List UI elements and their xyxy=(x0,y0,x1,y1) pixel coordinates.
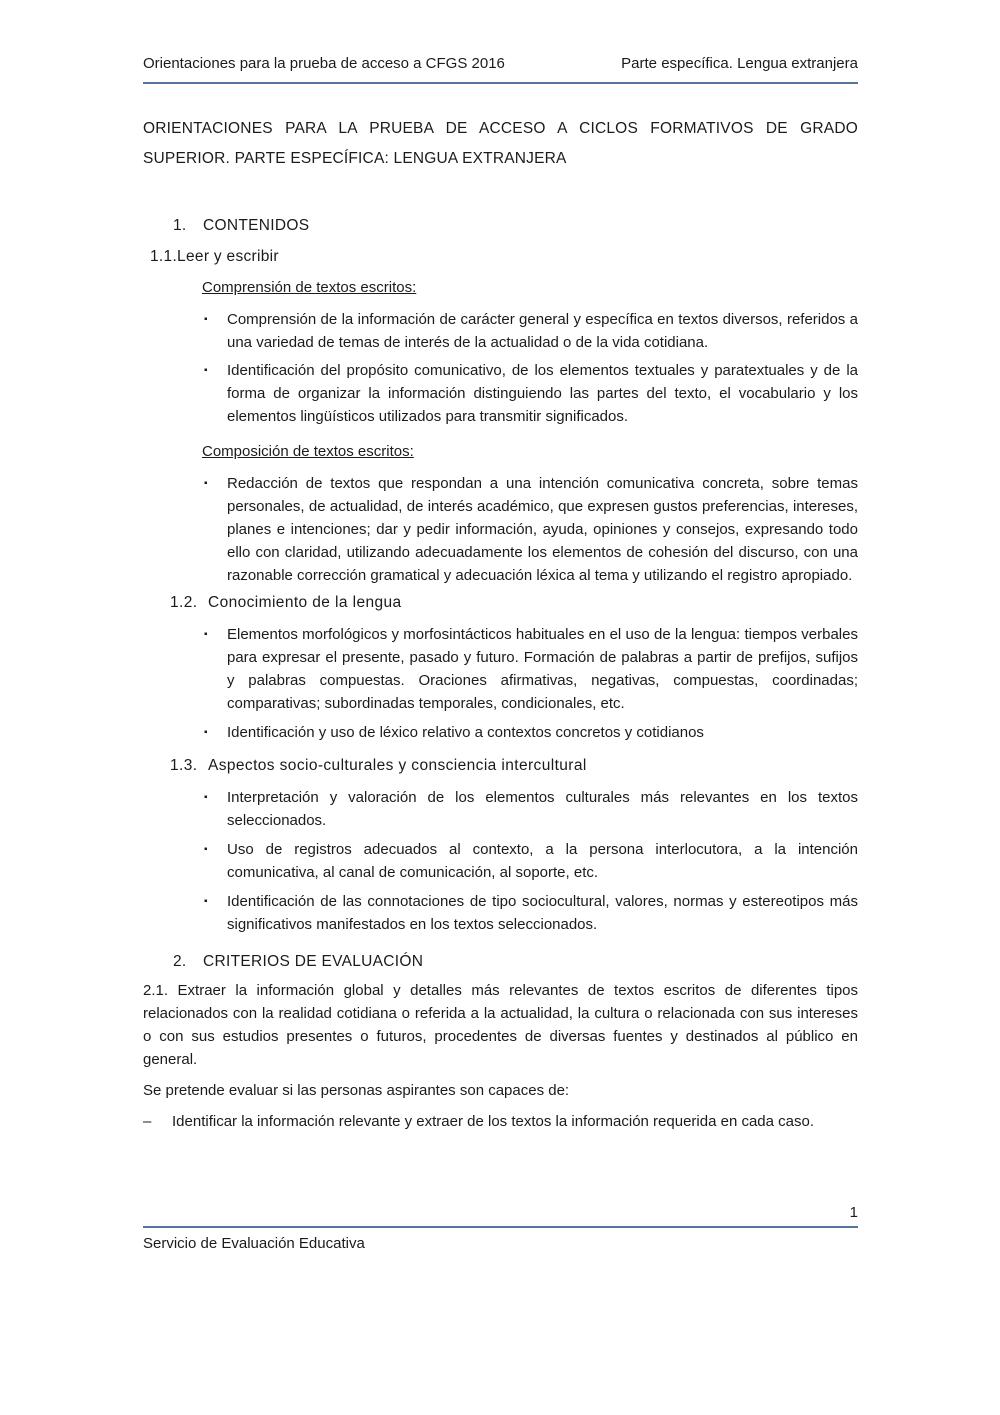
composicion-bullet-list xyxy=(143,472,858,587)
list-item xyxy=(204,308,858,354)
list-item xyxy=(204,838,858,884)
bullet-icon: ▪ xyxy=(204,844,208,855)
list-item xyxy=(204,721,858,744)
section-1-3-heading xyxy=(143,754,858,777)
bullet-text: Elementos morfológicos y morfosintácticos habituales en el uso de la lengua: tiempos verbales para expresar el presente, pasado y futuro. Formación de palabras a partir de prefijos, sufijos y palabras compuestas. Oraciones afirmativas, negativas, compuestas, coordinadas; comparativas; subordinadas temporales, condicionales, etc. xyxy=(227,626,858,712)
header-left-text: Orientaciones para la prueba de acceso a CFGS 2016 xyxy=(143,55,505,72)
section-1-2-bullet-list xyxy=(143,623,858,744)
section-1-1-heading: 1.1.Leer y escribir xyxy=(150,248,279,265)
bullet-text: Uso de registros adecuados al contexto, a la persona interlocutora, a la intención comunicativa, al canal de comunicación, al soporte, etc. xyxy=(227,841,858,881)
evaluation-intro: Se pretende evaluar si las personas aspirantes son capaces de: xyxy=(143,1082,570,1099)
list-item xyxy=(204,786,858,832)
criterion-2-1-paragraph: 2.1. Extraer la información global y detalles más relevantes de textos escritos de diferentes tipos relacionados con la realidad cotidiana o referida a la actualidad, la cultura o relacionada con sus intereses o con sus estudios presentes o futuros, procedentes de diversas fuentes y destinados al público en general. xyxy=(143,982,858,1068)
page-content xyxy=(143,0,858,1133)
bullet-icon: ▪ xyxy=(204,896,208,907)
section-2-number: 2. xyxy=(173,953,187,970)
page-number: 1 xyxy=(143,1203,858,1228)
section-1-2-number: 1.2. xyxy=(170,594,198,611)
document-title: ORIENTACIONES PARA LA PRUEBA DE ACCESO A CICLOS FORMATIVOS DE GRADO SUPERIOR. PARTE ESPECÍFICA: LENGUA EXTRANJERA xyxy=(143,120,858,167)
comprension-heading: Comprensión de textos escritos: xyxy=(202,279,417,296)
dash-list-item xyxy=(143,1110,858,1133)
section-1-3-label: Aspectos socio-culturales y consciencia intercultural xyxy=(208,757,587,774)
bullet-icon: ▪ xyxy=(204,727,208,738)
list-item xyxy=(204,623,858,715)
bullet-text: Identificación de las connotaciones de tipo sociocultural, valores, normas y estereotipos más significativos manifestados en los textos seleccionados. xyxy=(227,893,858,933)
header-right-text: Parte específica. Lengua extranjera xyxy=(621,55,858,72)
comprension-bullet-list xyxy=(143,308,858,428)
section-1-label: CONTENIDOS xyxy=(203,217,310,234)
list-item xyxy=(204,472,858,587)
section-1-3-bullet-list xyxy=(143,786,858,936)
bullet-text: Identificación y uso de léxico relativo a contextos concretos y cotidianos xyxy=(227,724,704,741)
running-footer xyxy=(143,1203,858,1253)
bullet-icon: ▪ xyxy=(204,314,208,325)
bullet-icon: ▪ xyxy=(204,629,208,640)
section-1-3-number: 1.3. xyxy=(170,757,198,774)
list-item xyxy=(204,890,858,936)
section-2-label: CRITERIOS DE EVALUACIÓN xyxy=(203,953,424,970)
section-1-2-label: Conocimiento de la lengua xyxy=(208,594,402,611)
bullet-icon: ▪ xyxy=(204,792,208,803)
section-2-heading xyxy=(143,950,858,973)
list-item xyxy=(204,359,858,428)
bullet-icon: ▪ xyxy=(204,478,208,489)
dash-icon: – xyxy=(143,1113,152,1130)
bullet-text: Identificación del propósito comunicativo, de los elementos textuales y paratextuales y de la forma de organizar la información distinguiendo las partes del texto, el vocabulario y los elementos lingüísticos utilizados para transmitir significados. xyxy=(227,362,858,425)
bullet-text: Interpretación y valoración de los elementos culturales más relevantes en los textos seleccionados. xyxy=(227,789,858,829)
footer-text: Servicio de Evaluación Educativa xyxy=(143,1235,365,1252)
section-1-number: 1. xyxy=(173,217,187,234)
bullet-icon: ▪ xyxy=(204,365,208,376)
bullet-text: Redacción de textos que respondan a una intención comunicativa concreta, sobre temas personales, de actualidad, de interés académico, que expresen gustos preferencias, intereses, planes e intenciones; dar y pedir información, ayuda, opiniones y consejos, expresando todo ello con claridad, utilizando adecuadamente los elementos de cohesión del discurso, con una razonable corrección gramatical y adecuación léxica al tema y utilizando el registro apropiado. xyxy=(227,475,858,584)
dash-item-text: Identificar la información relevante y extraer de los textos la información requerida en cada caso. xyxy=(172,1113,815,1130)
running-header xyxy=(143,0,858,84)
section-1-heading xyxy=(143,214,858,237)
bullet-text: Comprensión de la información de carácter general y específica en textos diversos, referidos a una variedad de temas de interés de la actualidad o de la vida cotidiana. xyxy=(227,311,858,351)
composicion-heading: Composición de textos escritos: xyxy=(202,443,414,460)
section-1-2-heading xyxy=(143,591,858,614)
